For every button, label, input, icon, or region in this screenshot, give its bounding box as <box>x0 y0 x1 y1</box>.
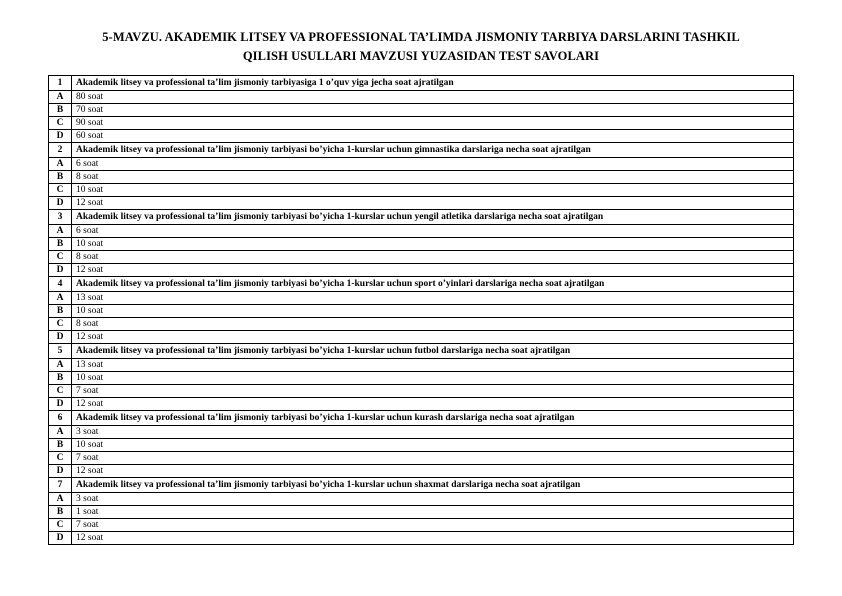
question-text: Akademik litsey va professional ta’lim jismoniy tarbiyasi bo’yicha 1-kurslar uchun gimnastika darslariga necha soat ajratilgan <box>72 143 794 158</box>
answer-option-key: A <box>49 493 72 506</box>
answer-option-row <box>49 264 794 277</box>
answer-option-text: 6 soat <box>72 225 794 238</box>
answer-option-row <box>49 372 794 385</box>
question-text: Akademik litsey va professional ta’lim jismoniy tarbiyasi bo’yicha 1-kurslar uchun yengil atletika darslariga necha soat ajratilgan <box>72 210 794 225</box>
answer-option-key: A <box>49 292 72 305</box>
answer-option-key: A <box>49 91 72 104</box>
answer-option-row <box>49 91 794 104</box>
question-row <box>49 143 794 158</box>
answer-option-row <box>49 158 794 171</box>
answer-option-text: 10 soat <box>72 184 794 197</box>
answer-option-row <box>49 130 794 143</box>
question-text: Akademik litsey va professional ta’lim jismoniy tarbiyasi bo’yicha 1-kurslar uchun kurash darslariga necha soat ajratilgan <box>72 411 794 426</box>
question-row <box>49 76 794 91</box>
answer-option-text: 1 soat <box>72 506 794 519</box>
answer-option-row <box>49 197 794 210</box>
answer-option-text: 70 soat <box>72 104 794 117</box>
question-number: 6 <box>49 411 72 426</box>
answer-option-key: C <box>49 519 72 532</box>
answer-option-row <box>49 532 794 545</box>
answer-option-row <box>49 305 794 318</box>
test-questions-body <box>49 76 794 545</box>
answer-option-text: 6 soat <box>72 158 794 171</box>
answer-option-key: D <box>49 130 72 143</box>
answer-option-text: 12 soat <box>72 398 794 411</box>
answer-option-text: 8 soat <box>72 251 794 264</box>
answer-option-key: B <box>49 238 72 251</box>
question-number: 2 <box>49 143 72 158</box>
answer-option-text: 80 soat <box>72 91 794 104</box>
answer-option-row <box>49 452 794 465</box>
answer-option-key: C <box>49 452 72 465</box>
answer-option-row <box>49 238 794 251</box>
answer-option-row <box>49 519 794 532</box>
question-row <box>49 478 794 493</box>
answer-option-key: A <box>49 158 72 171</box>
answer-option-text: 8 soat <box>72 318 794 331</box>
answer-option-text: 12 soat <box>72 197 794 210</box>
answer-option-key: D <box>49 264 72 277</box>
question-number: 5 <box>49 344 72 359</box>
answer-option-row <box>49 398 794 411</box>
answer-option-text: 10 soat <box>72 238 794 251</box>
question-row <box>49 210 794 225</box>
answer-option-row <box>49 465 794 478</box>
answer-option-text: 13 soat <box>72 292 794 305</box>
answer-option-key: D <box>49 465 72 478</box>
answer-option-text: 7 soat <box>72 452 794 465</box>
answer-option-row <box>49 385 794 398</box>
answer-option-key: B <box>49 372 72 385</box>
answer-option-key: A <box>49 225 72 238</box>
answer-option-text: 12 soat <box>72 532 794 545</box>
answer-option-key: A <box>49 426 72 439</box>
answer-option-key: D <box>49 532 72 545</box>
answer-option-row <box>49 225 794 238</box>
question-text: Akademik litsey va professional ta’lim jismoniy tarbiyasiga 1 o’quv yiga jecha soat ajratilgan <box>72 76 794 91</box>
answer-option-row <box>49 292 794 305</box>
answer-option-key: D <box>49 197 72 210</box>
document-title-line-2: QILISH USULLARI MAVZUSI YUZASIDAN TEST SAVOLARI <box>242 49 600 63</box>
question-row <box>49 344 794 359</box>
answer-option-text: 10 soat <box>72 439 794 452</box>
answer-option-row <box>49 117 794 130</box>
answer-option-text: 3 soat <box>72 426 794 439</box>
answer-option-key: D <box>49 331 72 344</box>
answer-option-text: 10 soat <box>72 372 794 385</box>
answer-option-row <box>49 104 794 117</box>
answer-option-key: C <box>49 318 72 331</box>
question-text: Akademik litsey va professional ta’lim jismoniy tarbiyasi bo’yicha 1-kurslar uchun shaxmat darslariga necha soat ajratilgan <box>72 478 794 493</box>
answer-option-key: C <box>49 385 72 398</box>
answer-option-text: 12 soat <box>72 264 794 277</box>
question-number: 4 <box>49 277 72 292</box>
document-title <box>40 28 802 66</box>
test-questions-table <box>48 75 794 545</box>
answer-option-key: C <box>49 117 72 130</box>
answer-option-row <box>49 184 794 197</box>
answer-option-text: 7 soat <box>72 385 794 398</box>
answer-option-row <box>49 493 794 506</box>
answer-option-key: B <box>49 104 72 117</box>
answer-option-key: B <box>49 305 72 318</box>
answer-option-row <box>49 359 794 372</box>
answer-option-text: 90 soat <box>72 117 794 130</box>
answer-option-row <box>49 426 794 439</box>
answer-option-key: D <box>49 398 72 411</box>
document-title-line-1: 5-MAVZU. AKADEMIK LITSEY VA PROFESSIONAL TA’LIMDA JISMONIY TARBIYA DARSLARINI TASHKIL <box>102 30 740 44</box>
answer-option-text: 3 soat <box>72 493 794 506</box>
answer-option-text: 7 soat <box>72 519 794 532</box>
answer-option-row <box>49 251 794 264</box>
question-text: Akademik litsey va professional ta’lim jismoniy tarbiyasi bo’yicha 1-kurslar uchun sport o’yinlari darslariga necha soat ajratilgan <box>72 277 794 292</box>
answer-option-row <box>49 331 794 344</box>
answer-option-text: 12 soat <box>72 331 794 344</box>
answer-option-row <box>49 506 794 519</box>
answer-option-text: 8 soat <box>72 171 794 184</box>
answer-option-key: B <box>49 171 72 184</box>
answer-option-key: A <box>49 359 72 372</box>
answer-option-row <box>49 318 794 331</box>
answer-option-text: 10 soat <box>72 305 794 318</box>
answer-option-text: 12 soat <box>72 465 794 478</box>
answer-option-key: C <box>49 184 72 197</box>
answer-option-row <box>49 439 794 452</box>
question-row <box>49 411 794 426</box>
question-number: 7 <box>49 478 72 493</box>
answer-option-text: 60 soat <box>72 130 794 143</box>
answer-option-row <box>49 171 794 184</box>
question-number: 3 <box>49 210 72 225</box>
question-row <box>49 277 794 292</box>
question-text: Akademik litsey va professional ta’lim jismoniy tarbiyasi bo’yicha 1-kurslar uchun futbol darslariga necha soat ajratilgan <box>72 344 794 359</box>
answer-option-key: B <box>49 439 72 452</box>
answer-option-text: 13 soat <box>72 359 794 372</box>
answer-option-key: C <box>49 251 72 264</box>
answer-option-key: B <box>49 506 72 519</box>
question-number: 1 <box>49 76 72 91</box>
